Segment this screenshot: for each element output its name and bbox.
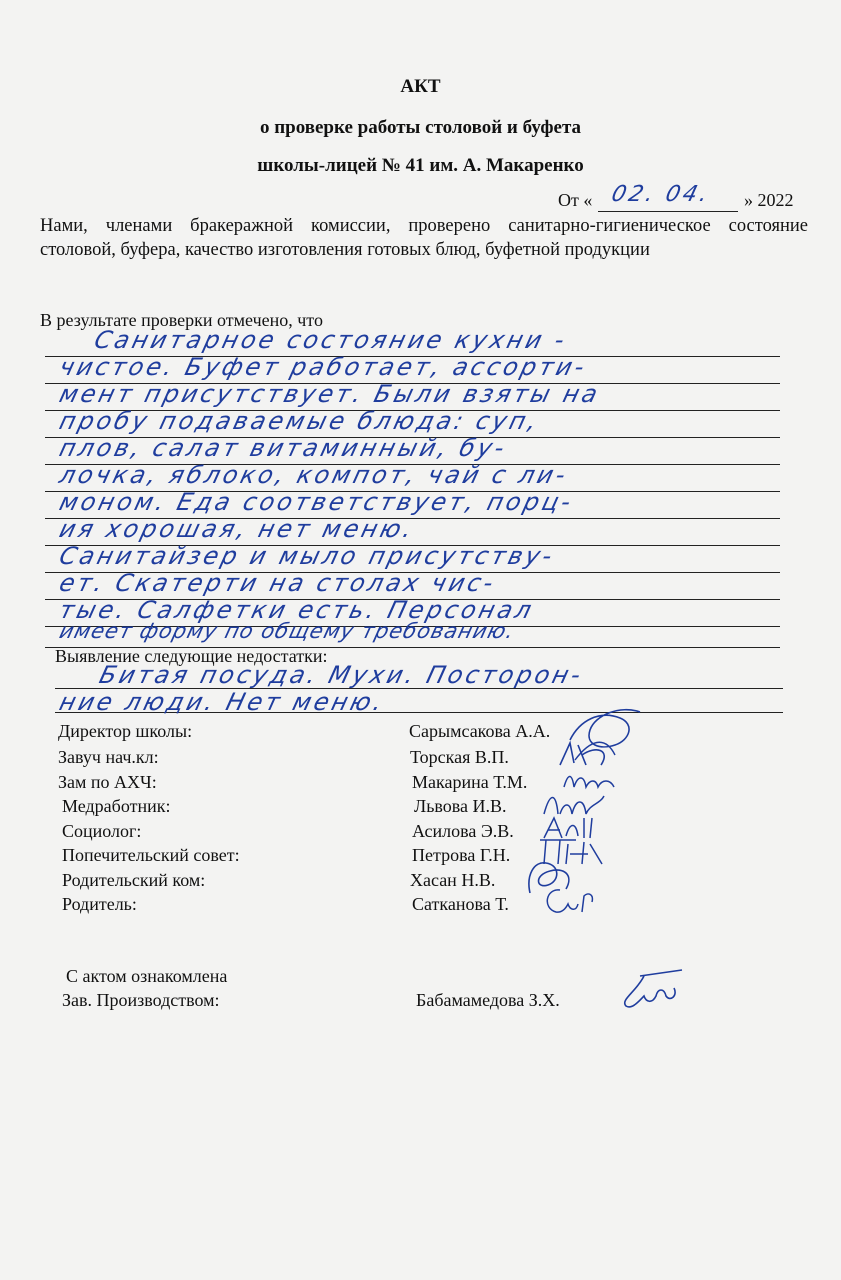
result-handwritten-line: моном. Еда соответствует, порц- (56, 488, 577, 516)
signatory-name: Сарымсакова А.А. (409, 721, 551, 741)
result-handwritten-line: тые. Салфетки есть. Персонал (56, 596, 538, 624)
production-head-name: Бабамамедова З.Х. (416, 990, 560, 1010)
result-handwritten-line: плов, салат витаминный, бу- (56, 434, 511, 462)
signatory-name: Хасан Н.В. (410, 870, 496, 890)
result-handwritten-line: ия хорошая, нет меню. (56, 515, 418, 543)
document-subtitle: о проверке работы столовой и буфета (259, 117, 582, 138)
signatory-role: Родитель: (62, 894, 137, 914)
result-handwritten-line: имеет форму по общему требованию. (57, 619, 518, 643)
school-name: школы-лицей № 41 им. А. Макаренко (257, 155, 584, 176)
signatory-role: Завуч нач.кл: (58, 747, 159, 767)
result-handwritten-line: Санитайзер и мыло присутству- (56, 542, 558, 570)
signatory-role: Директор школы: (58, 721, 193, 741)
signatory-role: Медработник: (62, 796, 171, 816)
signatory-role: Зам по АХЧ: (58, 772, 157, 792)
shortcomings-handwritten-line: ние люди. Нет меню. (56, 688, 388, 716)
signatory-name: Львова И.В. (414, 796, 507, 816)
signatory-name: Макарина Т.М. (412, 772, 528, 792)
signatory-name: Асилова Э.В. (412, 821, 514, 841)
result-handwritten-line: мент присутствует. Были взяты на (56, 380, 604, 408)
signatory-name: Сатканова Т. (412, 894, 509, 914)
signature-parent (538, 882, 598, 922)
signatory-name: Петрова Г.Н. (412, 845, 511, 865)
date-underline (598, 211, 738, 212)
signatory-role: Попечительский совет: (62, 845, 240, 865)
result-handwritten-line: лочка, яблоко, компот, чай с ли- (56, 461, 572, 489)
result-handwritten-line: пробу подаваемые блюда: суп, (56, 407, 543, 435)
date-prefix: От « (558, 190, 593, 210)
shortcomings-handwritten-line: Битая посуда. Мухи. Посторон- (96, 661, 587, 689)
signatory-role: Социолог: (62, 821, 142, 841)
result-label: В результате проверки отмечено, что (40, 310, 323, 330)
result-handwritten-line: ет. Скатерти на столах чис- (56, 569, 500, 597)
intro-paragraph: Нами, членами бракеражной комиссии, проверено санитарно-гигиеническое состояние столовой, буфера, качество изготовления готовых блюд, буфетной продукции (40, 216, 808, 260)
production-head-role: Зав. Производством: (62, 990, 220, 1010)
date-suffix: » 2022 (744, 190, 794, 210)
document-title: АКТ (400, 76, 441, 97)
result-handwritten-line: чистое. Буфет работает, ассорти- (56, 353, 591, 381)
signatory-name: Торская В.П. (410, 747, 509, 767)
shortcomings-label: Выявление следующие недостатки: (55, 646, 328, 666)
signature-production-head (600, 966, 690, 1012)
date-handwritten: 02. 04. (608, 182, 714, 207)
signatory-role: Родительский ком: (62, 870, 206, 890)
result-handwritten-line: Санитарное состояние кухни - (91, 326, 571, 354)
acknowledgement-text: С актом ознакомлена (66, 966, 228, 986)
